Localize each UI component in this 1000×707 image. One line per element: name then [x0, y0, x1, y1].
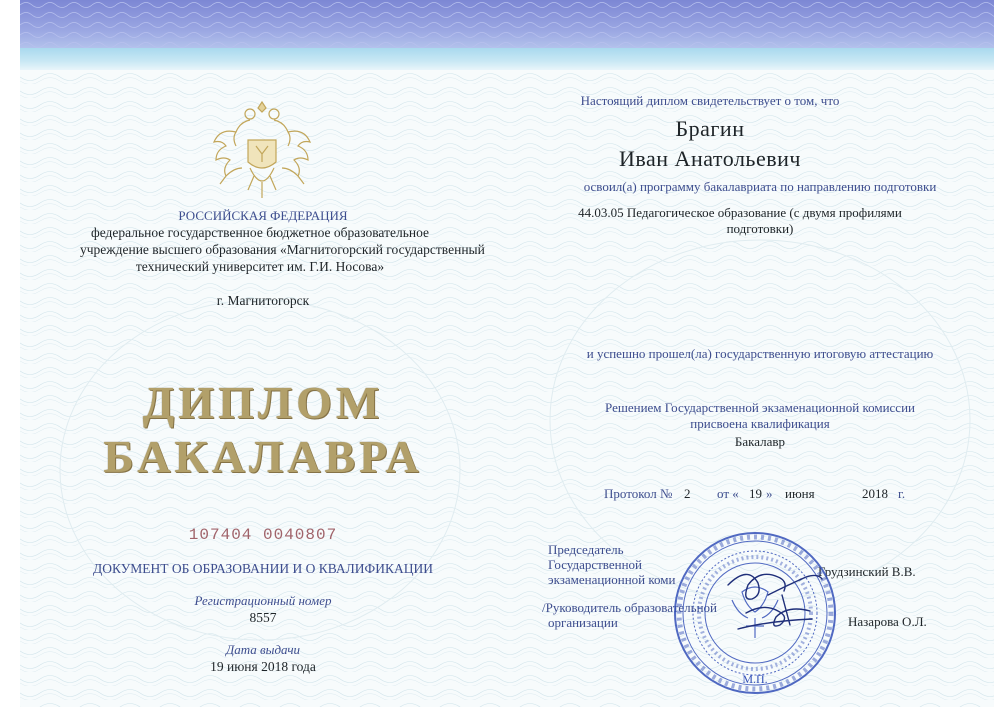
- protocol-number: 2: [684, 486, 691, 501]
- registration-number: 8557: [249, 610, 277, 625]
- country-name: РОССИЙСКАЯ ФЕДЕРАЦИЯ: [178, 208, 348, 223]
- institution-line-1: федеральное государственное бюджетное образовательное: [90, 225, 429, 240]
- head-title-line-1: /Руководитель образовательной: [542, 600, 717, 615]
- registration-label: Регистрационный номер: [194, 593, 332, 608]
- chair-title-line-1: Председатель: [548, 542, 624, 557]
- coat-of-arms-icon: [210, 98, 314, 202]
- program-mastered-text: освоил(а) программу бакалавриата по направлению подготовки: [583, 179, 937, 194]
- holder-surname: Брагин: [675, 116, 745, 141]
- protocol-label: Протокол №: [604, 486, 673, 501]
- decision-line-2: присвоена квалификация: [690, 416, 830, 431]
- city: г. Магнитогорск: [216, 293, 310, 308]
- protocol-day: 19: [749, 486, 762, 501]
- handwritten-signature-icon: [718, 555, 828, 650]
- holder-name: Иван Анатольевич: [619, 146, 801, 171]
- page-margin-right: [994, 0, 1000, 707]
- title-line-2: БАКАЛАВРА: [103, 431, 423, 482]
- protocol-month: июня: [785, 486, 815, 501]
- head-name: Назарова О.Л.: [848, 614, 927, 629]
- head-title-line-2: организации: [548, 615, 618, 630]
- serial-number: 107404 0040807: [188, 526, 338, 544]
- protocol-year-suffix: г.: [898, 486, 906, 501]
- chair-title-line-2: Государственной: [548, 557, 643, 572]
- seal-mark: М.П.: [742, 672, 768, 686]
- title-line-1: ДИПЛОМ: [142, 377, 384, 428]
- issue-date: 19 июня 2018 года: [210, 659, 316, 674]
- program-line-1: 44.03.05 Педагогическое образование (с двумя профилями: [578, 205, 902, 220]
- decision-line-1: Решением Государственной экзаменационной комиссии: [605, 400, 915, 415]
- attestation-text: и успешно прошел(ла) государственную итоговую аттестацию: [586, 346, 934, 361]
- institution-line-2: учреждение высшего образования «Магнитогорский государственный: [80, 242, 485, 257]
- protocol-from-label: от «: [717, 486, 739, 501]
- banner-pattern: [20, 0, 1000, 50]
- certificate-intro: Настоящий диплом свидетельствует о том, что: [580, 93, 840, 108]
- chair-name: Грудзинский В.В.: [818, 564, 916, 579]
- qualification: Бакалавр: [734, 434, 786, 449]
- protocol-day-close: »: [766, 486, 773, 501]
- program-line-2: подготовки): [726, 221, 794, 236]
- institution-line-3: технический университет им. Г.И. Носова»: [135, 259, 385, 274]
- issue-date-label: Дата выдачи: [225, 642, 301, 657]
- chair-title-line-3: экзаменационной коми: [548, 572, 676, 587]
- document-type: ДОКУМЕНТ ОБ ОБРАЗОВАНИИ И О КВАЛИФИКАЦИИ: [93, 561, 433, 576]
- banner-strip: [20, 48, 1000, 70]
- page-margin-left: [0, 0, 20, 707]
- protocol-year: 2018: [862, 486, 888, 501]
